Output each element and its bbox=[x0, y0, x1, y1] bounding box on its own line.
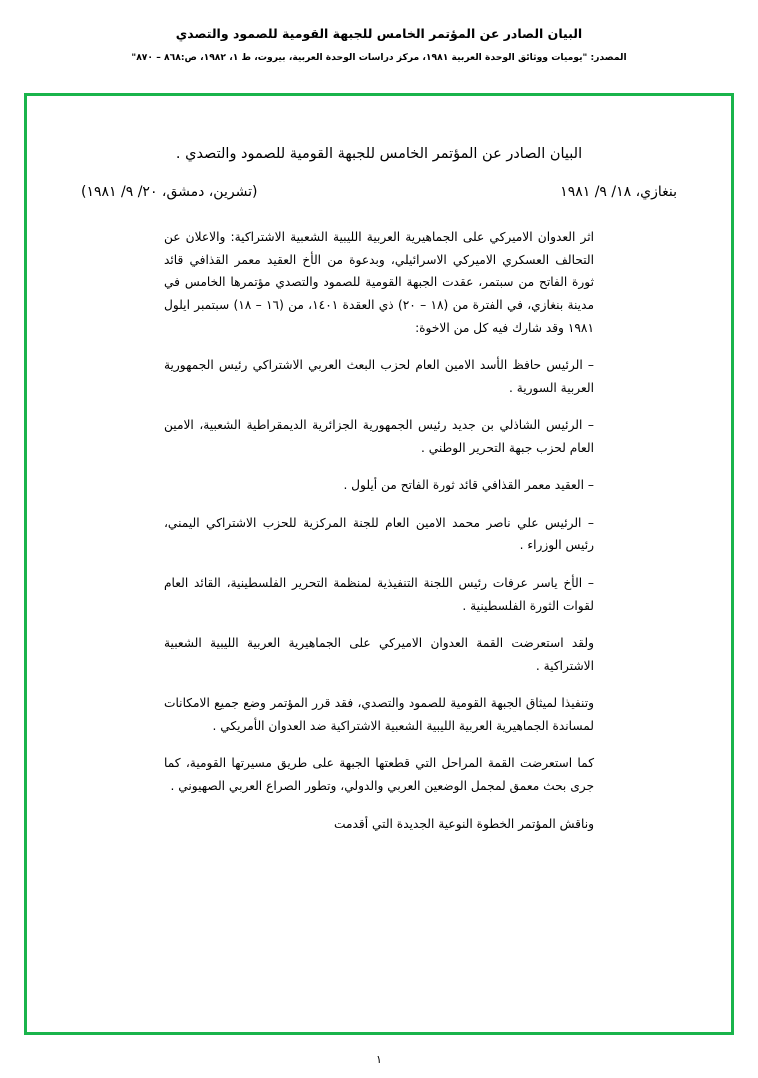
page-title: البيان الصادر عن المؤتمر الخامس للجبهة القومية للصمود والتصدي . bbox=[175, 146, 583, 162]
dateline-place-date: بنغازي، ١٨/ ٩/ ١٩٨١ bbox=[560, 184, 677, 201]
page-number: ١ bbox=[376, 1053, 382, 1066]
paragraph: وناقش المؤتمر الخطوة النوعية الجديدة التي أقدمت bbox=[334, 816, 594, 831]
paragraph: اثر العدوان الاميركي على الجماهيرية العربية الليبية الشعبية الاشتراكية: والاعلان عن التحالف العسكري الاميركي الاسرائيلي، وبدعوة من الأخ العقيد معمر القذافي قائد ثورة الفاتح من سبتمر، عقدت الجبهة القومية للصمود والتصدي مؤتمرها الخامس في مدينة بنغازي، في الفترة من (١٨ – ٢٠) ذي العقدة ١٤٠١، من (١٦ – ١٨) سبتمبر ايلول ١٩٨١ وقد شارك فيه كل من الاخوة: bbox=[164, 230, 595, 335]
body-column bbox=[164, 226, 594, 835]
document-content bbox=[27, 96, 731, 1032]
paragraph: – الرئيس الشاذلي بن جديد رئيس الجمهورية الجزائرية الديمقراطية الشعبية، الامين العام لحزب جبهة التحرير الوطني . bbox=[164, 418, 594, 455]
header-title: البيان الصادر عن المؤتمر الخامس للجبهة القومية للصمود والتصدي bbox=[175, 26, 583, 41]
paragraph: كما استعرضت القمة المراحل التي قطعتها الجبهة على طريق مسيرتها القومية، كما جرى بحث معمق لمجمل الوضعين العربي والدولي، وتطور الصراع العربي الصهيوني . bbox=[164, 756, 594, 793]
paragraph: – الرئيس علي ناصر محمد الامين العام للجنة المركزية للحزب الاشتراكي اليمني، رئيس الوزراء . bbox=[164, 515, 594, 553]
dateline bbox=[81, 184, 677, 200]
green-border-frame bbox=[24, 93, 734, 1035]
document-header bbox=[0, 26, 758, 64]
paragraph: – الأخ ياسر عرفات رئيس اللجنة التنفيذية لمنظمة التحرير الفلسطينية، القائد العام لقوات الثورة الفلسطينية . bbox=[164, 576, 594, 613]
paragraph: – الرئيس حافظ الأسد الامين العام لحزب البعث العربي الاشتراكي رئيس الجمهورية العربية السورية . bbox=[164, 358, 594, 395]
paragraph: – العقيد معمر القذافي قائد ثورة الفاتح من أيلول . bbox=[343, 478, 594, 493]
paragraph: ولقد استعرضت القمة العدوان الاميركي على الجماهيرية العربية الليبية الشعبية الاشتراكية . bbox=[164, 636, 594, 673]
header-source: المصدر: "يوميات ووثائق الوحدة العربية ١٩٨١، مركز دراسات الوحدة العربية، بيروت، ط ١، ١٩٨٢، ص:٨٦٨ – ٨٧٠" bbox=[131, 52, 627, 64]
paragraph: وتنفيذا لميثاق الجبهة القومية للصمود والتصدي، فقد قرر المؤتمر وضع جميع الامكانات لمساندة الجماهيرية العربية الليبية الشعبية الاشتراكية ضد العدوان الأمريكي . bbox=[164, 696, 594, 733]
dateline-publication: (تشرين، دمشق، ٢٠/ ٩/ ١٩٨١) bbox=[81, 184, 258, 201]
